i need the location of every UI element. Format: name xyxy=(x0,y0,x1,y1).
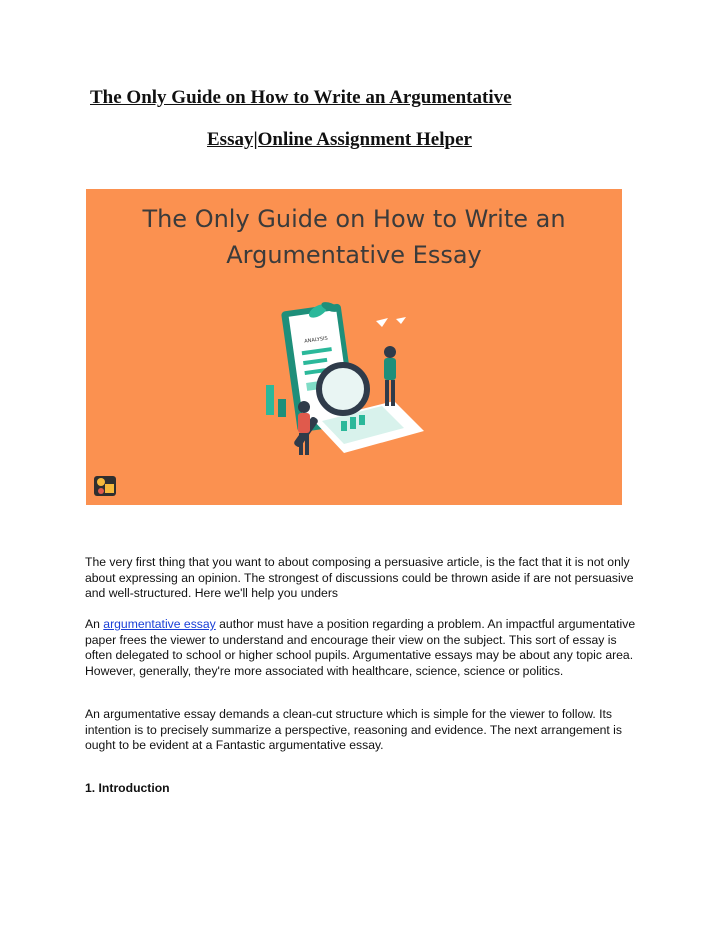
person-left xyxy=(298,401,310,413)
document-title-line-1: The Only Guide on How to Write an Argumentative xyxy=(90,87,512,108)
paper-plane-icon xyxy=(376,318,388,327)
paper-plane-icon xyxy=(396,317,406,324)
paragraph-definition-text: author must have a position regarding a problem. An impactful argumentative paper frees the viewer to understand and encourage their view on the subject. This sort of essay is often delegated to school or higher school pupils. Argumentative essays may be about any topic area. However, generally, they're more associated with healthcare, science, science or politics. xyxy=(85,617,636,678)
paragraph-intro: The very first thing that you want to about composing a persuasive article, is the fact that it is not only about expressing an opinion. The strongest of discussions could be thrown aside if are not persuasive and well-structured. Here we'll help you unders xyxy=(85,555,634,601)
paragraph-definition xyxy=(85,617,645,679)
section-heading-introduction: 1. Introduction xyxy=(85,781,170,795)
banner-title-line-2: Argumentative Essay xyxy=(226,241,482,269)
banner-title-line-1: The Only Guide on How to Write an xyxy=(142,205,566,233)
argumentative-essay-link[interactable]: argumentative essay xyxy=(103,617,216,631)
paragraph-definition-prefix: An xyxy=(85,617,104,631)
person-right xyxy=(384,346,396,358)
banner-image xyxy=(86,189,622,505)
clipboard-label: ANALYSIS xyxy=(303,335,329,345)
banner-title xyxy=(86,201,622,273)
brand-logo-icon xyxy=(92,472,118,498)
paragraph-structure: An argumentative essay demands a clean-cut structure which is simple for the viewer to follow. Its intention is to precisely summarize a perspective, reasoning and evidence. The next arrangement is ought to be evident at a Fantastic argumentative essay. xyxy=(85,707,622,753)
document-title-line-2: Essay|Online Assignment Helper xyxy=(207,129,472,150)
magnifier-icon xyxy=(319,365,367,413)
